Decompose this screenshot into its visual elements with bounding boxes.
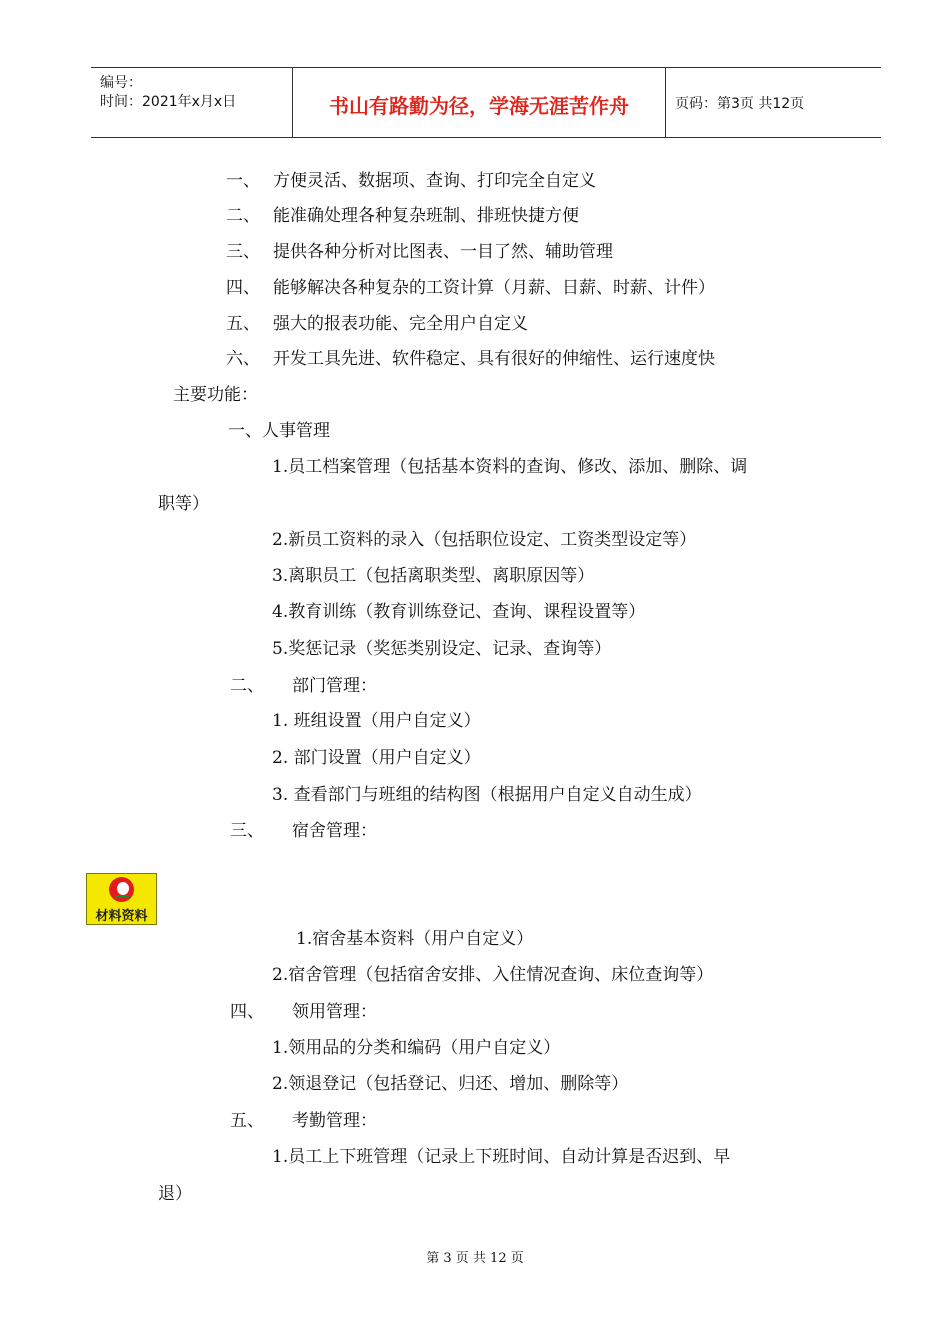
feature-item — [226, 170, 596, 192]
list-item: 2.宿舍管理（包括宿舍安排、入住情况查询、床位查询等） — [272, 965, 714, 985]
main-functions-title: 主要功能： — [173, 385, 258, 405]
feature-item — [226, 205, 579, 227]
logo-emblem-icon — [109, 877, 134, 902]
feature-number: 三、 — [226, 242, 260, 262]
section-number: 四、 — [230, 1002, 264, 1022]
list-item: 5.奖惩记录（奖惩类别设定、记录、查询等） — [272, 639, 612, 659]
list-item: 3.离职员工（包括离职类型、离职原因等） — [272, 566, 595, 586]
feature-item — [226, 241, 613, 263]
header-motto-cell — [293, 68, 666, 137]
list-item: 3. 查看部门与班组的结构图（根据用户自定义自动生成） — [272, 785, 702, 805]
feature-text: 开发工具先进、软件稳定、具有很好的伸缩性、运行速度快 — [273, 349, 715, 369]
material-logo — [86, 873, 157, 925]
logo-text: 材料资料 — [95, 909, 148, 924]
section-number: 三、 — [230, 821, 264, 841]
feature-text: 方便灵活、数据项、查询、打印完全自定义 — [273, 171, 596, 191]
number-label: 编号： — [100, 75, 142, 91]
feature-number: 五、 — [226, 314, 260, 334]
section-title-hr: 一、人事管理 — [228, 421, 330, 441]
section-title-text: 考勤管理： — [292, 1111, 377, 1131]
section-title-attendance — [230, 1110, 377, 1132]
list-item: 2.领退登记（包括登记、归还、增加、删除等） — [272, 1074, 629, 1094]
list-item-continuation: 退） — [158, 1184, 192, 1204]
list-item: 1.宿舍基本资料（用户自定义） — [296, 929, 534, 949]
section-title-text: 部门管理： — [292, 676, 377, 696]
feature-text: 提供各种分析对比图表、一目了然、辅助管理 — [273, 242, 613, 262]
section-title-text: 领用管理： — [292, 1002, 377, 1022]
feature-text: 强大的报表功能、完全用户自定义 — [273, 314, 528, 334]
section-number: 二、 — [230, 676, 264, 696]
section-title-dorm — [230, 820, 377, 842]
feature-number: 一、 — [226, 171, 260, 191]
feature-text: 能够解决各种复杂的工资计算（月薪、日薪、时薪、计件） — [273, 278, 715, 298]
list-item: 2.新员工资料的录入（包括职位设定、工资类型设定等） — [272, 530, 697, 550]
list-item: 4.教育训练（教育训练登记、查询、课程设置等） — [272, 602, 646, 622]
page-header — [91, 67, 881, 138]
page-footer: 第 3 页 共 12 页 — [426, 1251, 524, 1266]
feature-text: 能准确处理各种复杂班制、排班快捷方便 — [273, 206, 579, 226]
feature-number: 六、 — [226, 349, 260, 369]
section-title-dept — [230, 675, 377, 697]
feature-number: 二、 — [226, 206, 260, 226]
time-label: 时间：2021年x月x日 — [100, 94, 237, 110]
list-item: 1.员工档案管理（包括基本资料的查询、修改、添加、删除、调 — [272, 457, 748, 477]
page-number-label: 页码：第3页 共12页 — [675, 96, 805, 112]
list-item-continuation: 职等） — [158, 494, 209, 514]
header-meta-cell — [91, 68, 293, 137]
section-number: 五、 — [230, 1111, 264, 1131]
motto-text: 书山有路勤为径，学海无涯苦作舟 — [329, 94, 629, 118]
feature-item — [226, 313, 528, 335]
list-item: 1.员工上下班管理（记录上下班时间、自动计算是否迟到、早 — [272, 1147, 731, 1167]
header-page-cell — [666, 68, 881, 137]
feature-number: 四、 — [226, 278, 260, 298]
feature-item — [226, 277, 715, 299]
section-title-text: 宿舍管理： — [292, 821, 377, 841]
feature-item — [226, 348, 715, 370]
section-title-supply — [230, 1001, 377, 1023]
list-item: 1.领用品的分类和编码（用户自定义） — [272, 1038, 561, 1058]
list-item: 1. 班组设置（用户自定义） — [272, 711, 481, 731]
list-item: 2. 部门设置（用户自定义） — [272, 748, 481, 768]
